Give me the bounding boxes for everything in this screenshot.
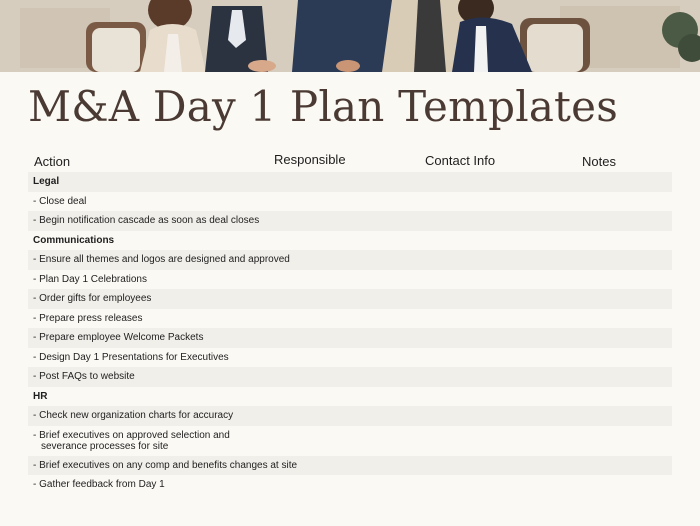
- table-row: - Order gifts for employees: [28, 289, 672, 309]
- plan-table: [28, 148, 672, 495]
- table-row: [28, 426, 672, 456]
- row-text-continued: severance processes for site: [41, 440, 169, 452]
- table-row: - Gather feedback from Day 1: [33, 479, 165, 490]
- table-section-row: HR: [33, 390, 48, 402]
- table-section-row: Legal: [28, 172, 672, 192]
- header-notes: Notes: [582, 154, 616, 169]
- header-action: Action: [34, 154, 71, 169]
- table-row: - Prepare press releases: [33, 312, 143, 324]
- header-responsible: Responsible: [274, 152, 346, 167]
- header-contact-info: Contact Info: [425, 153, 496, 168]
- table-row: - Plan Day 1 Celebrations: [33, 273, 147, 285]
- table-section-row: Communications: [33, 234, 115, 246]
- table-row: - Brief executives on any comp and benefits changes at site: [28, 456, 672, 476]
- table-row: - Prepare employee Welcome Packets: [28, 328, 672, 348]
- table-row: - Close deal: [33, 195, 87, 207]
- table-header-row: [28, 148, 672, 172]
- page-title: M&A Day 1 Plan Templates: [28, 82, 618, 131]
- table-row: - Post FAQs to website: [28, 367, 672, 387]
- table-row: - Ensure all themes and logos are designed and approved: [28, 250, 672, 270]
- table-row: - Begin notification cascade as soon as deal closes: [28, 211, 672, 231]
- header-photo-banner: [0, 0, 700, 72]
- table-row: - Design Day 1 Presentations for Executives: [33, 351, 229, 363]
- business-people-photo: [0, 0, 700, 72]
- table-row: - Check new organization charts for accuracy: [28, 406, 672, 426]
- row-text: - Brief executives on approved selection and: [33, 429, 230, 441]
- table-body: [28, 172, 672, 495]
